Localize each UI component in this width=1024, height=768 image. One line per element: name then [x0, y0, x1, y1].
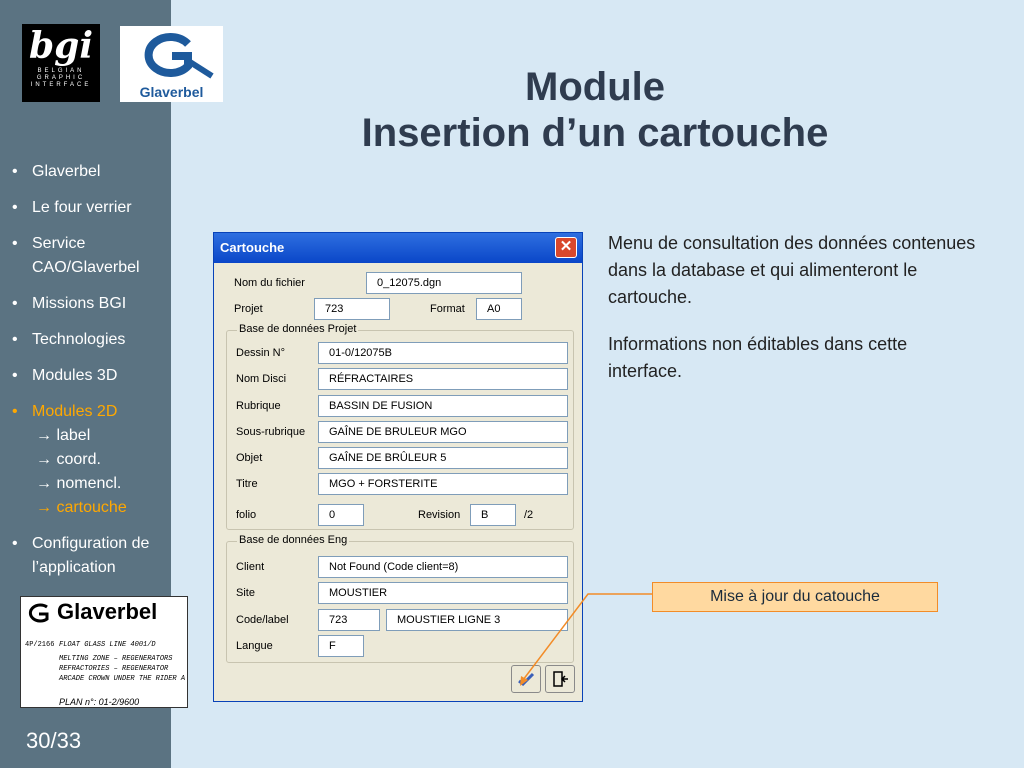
- dessin-label: Dessin N°: [236, 347, 286, 359]
- thumbnail-line: REFRACTORIES – REGENERATOR: [59, 665, 169, 673]
- format-label: Format: [430, 303, 465, 315]
- exit-door-icon: [550, 669, 570, 689]
- site-label: Site: [236, 587, 255, 599]
- cartouche-dialog: [213, 232, 583, 702]
- cartouche-thumbnail: [20, 596, 188, 708]
- nav-item-technologies[interactable]: • Technologies: [12, 331, 126, 348]
- bgi-logo-line: INTERFACE: [30, 82, 92, 88]
- nom-fichier-label: Nom du fichier: [234, 277, 305, 289]
- update-button[interactable]: [511, 665, 541, 693]
- title-line: Module: [525, 65, 665, 109]
- titre-label: Titre: [236, 478, 258, 490]
- description: [608, 230, 978, 405]
- nav-label: Modules 3D: [32, 367, 118, 384]
- langue-label: Langue: [236, 640, 273, 652]
- nav-sub-nomencl[interactable]: → nomencl.: [36, 475, 122, 492]
- thumbnail-line: MELTING ZONE – REGENERATORS: [59, 655, 173, 663]
- description-paragraph: Informations non éditables dans cette interface.: [608, 334, 908, 381]
- dialog-titlebar[interactable]: [214, 233, 582, 263]
- folio-label: folio: [236, 509, 257, 521]
- nav-sub-label[interactable]: → label: [36, 427, 91, 444]
- nav-item-configuration[interactable]: • Configuration de l’application: [12, 535, 150, 576]
- projet-field[interactable]: 723: [314, 298, 390, 320]
- sidebar-nav: [0, 160, 171, 592]
- nav-sub-coord[interactable]: → coord.: [36, 451, 101, 468]
- group-projet-legend: Base de données Projet: [239, 323, 357, 335]
- nav-item-modules-3d[interactable]: • Modules 3D: [12, 367, 118, 384]
- update-callout: Mise à jour du catouche: [652, 582, 938, 612]
- thumbnail-plan: PLAN n°: 01-2/9600: [59, 697, 140, 707]
- checkmark-icon: [516, 669, 536, 689]
- nom-disci-field[interactable]: RÉFRACTAIRES: [318, 368, 568, 390]
- client-label: Client: [236, 561, 265, 573]
- nav-label: Service CAO/Glaverbel: [32, 235, 140, 276]
- sous-rubrique-field[interactable]: GAÎNE DE BRULEUR MGO: [318, 421, 568, 443]
- revision-field[interactable]: B: [470, 504, 516, 526]
- nav-label: Technologies: [32, 331, 126, 348]
- nav-item-four-verrier[interactable]: • Le four verrier: [12, 199, 132, 216]
- bgi-logo: [22, 24, 100, 102]
- thumbnail-line: FLOAT GLASS LINE 4001/D: [59, 641, 156, 649]
- nav-label: Modules 2D: [32, 403, 118, 420]
- code-field[interactable]: 723: [318, 609, 380, 631]
- projet-label: Projet: [234, 303, 263, 315]
- format-field[interactable]: A0: [476, 298, 522, 320]
- glaverbel-logo: [120, 26, 223, 102]
- rubrique-field[interactable]: BASSIN DE FUSION: [318, 395, 568, 417]
- nav-item-modules-2d[interactable]: • Modules 2D → label → coord. → nomencl. → cartouche: [0, 400, 171, 520]
- nav-label: Configuration de l’application: [32, 535, 150, 576]
- thumbnail-line: ARCADE CROWN UNDER THE RIDER A: [59, 675, 186, 683]
- objet-label: Objet: [236, 452, 263, 464]
- langue-field[interactable]: F: [318, 635, 364, 657]
- thumbnail-title: Glaverbel: [57, 599, 158, 624]
- glaverbel-logo-text: Glaverbel: [139, 84, 204, 100]
- bgi-logo-line: GRAPHIC: [36, 75, 86, 81]
- client-field[interactable]: Not Found (Code client=8): [318, 556, 568, 578]
- bgi-logo-text: bgi: [28, 25, 94, 67]
- objet-field[interactable]: GAÎNE DE BRÛLEUR 5: [318, 447, 568, 469]
- rubrique-label: Rubrique: [236, 400, 281, 412]
- nav-item-missions-bgi[interactable]: • Missions BGI: [12, 295, 127, 312]
- nav-label: Le four verrier: [32, 199, 132, 216]
- folio-field[interactable]: 0: [318, 504, 364, 526]
- nav-item-service-cao[interactable]: • Service CAO/Glaverbel: [12, 235, 140, 276]
- bgi-logo-line: BELGIAN: [37, 68, 85, 74]
- dessin-field[interactable]: 01-0/12075B: [318, 342, 568, 364]
- code-label-label: Code/label: [236, 614, 289, 626]
- nav-item-glaverbel[interactable]: • Glaverbel: [12, 163, 101, 180]
- titre-field[interactable]: MGO + FORSTERITE: [318, 473, 568, 495]
- thumbnail-code: 4P/2166: [25, 641, 55, 649]
- title-line: Insertion d’un cartouche: [361, 111, 829, 155]
- nav-label: Missions BGI: [32, 295, 127, 312]
- exit-button[interactable]: [545, 665, 575, 693]
- nav-sub-cartouche[interactable]: → cartouche: [36, 499, 127, 516]
- nom-fichier-field[interactable]: 0_12075.dgn: [366, 272, 522, 294]
- nom-disci-label: Nom Disci: [236, 373, 287, 385]
- site-field[interactable]: MOUSTIER: [318, 582, 568, 604]
- revision-label: Revision: [418, 509, 461, 521]
- page-number: 30/33: [26, 728, 82, 753]
- glaverbel-mark-icon: [120, 26, 223, 82]
- description-paragraph: Menu de consultation des données contenues dans la database et qui alimenteront le cartouche.: [608, 233, 976, 307]
- sous-rubrique-label: Sous-rubrique: [236, 426, 306, 438]
- close-icon[interactable]: ✕: [555, 237, 577, 258]
- glaverbel-mark-icon: [25, 601, 55, 625]
- nav-label: Glaverbel: [32, 163, 101, 180]
- label-field[interactable]: MOUSTIER LIGNE 3: [386, 609, 568, 631]
- revision-suffix: /2: [524, 509, 534, 521]
- dialog-title: Cartouche: [220, 240, 285, 255]
- slide-title: [260, 64, 930, 156]
- group-eng-legend: Base de données Eng: [239, 534, 348, 546]
